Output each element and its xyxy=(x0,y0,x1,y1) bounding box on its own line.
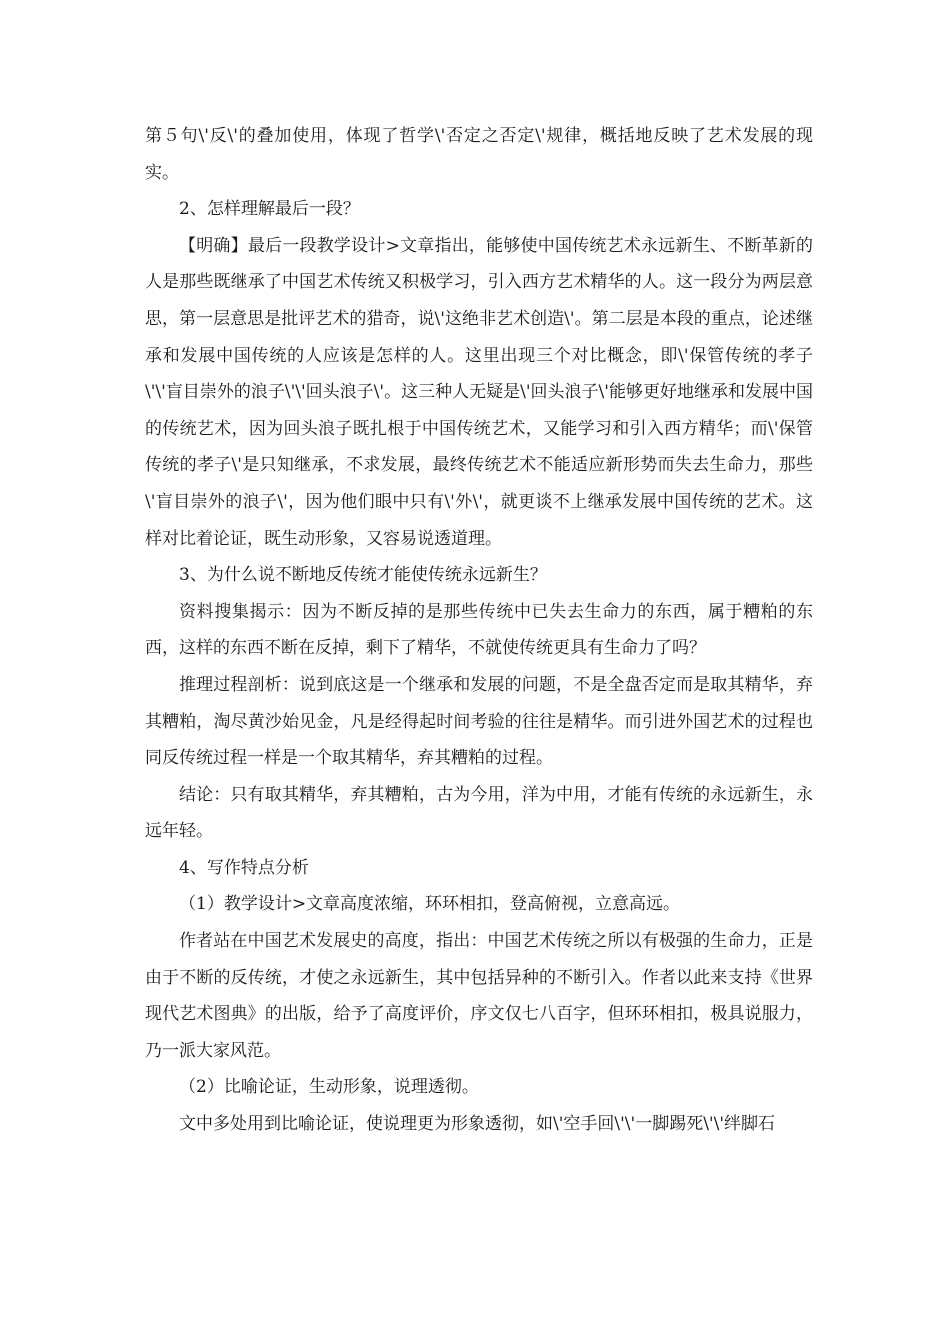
paragraph-answer-2: 【明确】最后一段教学设计>文章指出，能够使中国传统艺术永远新生、不断革新的人是那些既继承了中国艺术传统又积极学习，引入西方艺术精华的人。这一段分为两层意思，第一层意思是批评艺术的猎奇，说\'这绝非艺术创造\'。第二层是本段的重点，论述继承和发展中国传统的人应该是怎样的人。这里出现三个对比概念，即\'保管传统的孝子\'\'盲目崇外的浪子\'\'回头浪子\'。这三种人无疑是\'回头浪子\'能够更好地继承和发展中国的传统艺术，因为回头浪子既扎根于中国传统艺术，又能学习和引入西方精华；而\'保管传统的孝子\'是只知继承，不求发展，最终传统艺术不能适应新形势而失去生命力，那些\'盲目崇外的浪子\'，因为他们眼中只有\'外\'，就更谈不上继承发展中国传统的艺术。这样对比着论证，既生动形象，又容易说透道理。 xyxy=(145,235,813,549)
heading-question-4: 4、写作特点分析 xyxy=(179,857,309,878)
paragraph-continuation: 第５句\'反\'的叠加使用，体现了哲学\'否定之否定\'规律，概括地反映了艺术发展的现实。 xyxy=(145,126,813,183)
paragraph-research: 资料搜集揭示：因为不断反掉的是那些传统中已失去生命力的东西，属于糟粕的东西，这样的东西不断在反掉，剩下了精华，不就使传统更具有生命力了吗？ xyxy=(145,601,813,659)
paragraph-feature-1: 作者站在中国艺术发展史的高度，指出：中国艺术传统之所以有极强的生命力，正是由于不断的反传统，才使之永远新生，其中包括异种的不断引入。作者以此来支持《世界现代艺术图典》的出版，给予了高度评价，序文仅七八百字，但环环相扣，极具说服力，乃一派大家风范。 xyxy=(145,931,813,1061)
heading-question-3: 3、为什么说不断地反传统才能使传统永远新生？ xyxy=(179,565,547,586)
paragraph-reasoning: 推理过程剖析：说到底这是一个继承和发展的问题，不是全盘否定而是取其精华，弃其糟粕，淘尽黄沙始见金，凡是经得起时间考验的往往是精华。而引进外国艺术的过程也同反传统过程一样是一个取其精华，弃其糟粕的过程。 xyxy=(145,674,813,769)
document-body xyxy=(145,118,813,1143)
heading-question-2: 2、怎样理解最后一段？ xyxy=(179,199,360,220)
subheading-feature-2: （2）比喻论证，生动形象，说理透彻。 xyxy=(179,1077,479,1098)
paragraph-conclusion: 结论：只有取其精华，弃其糟粕，古为今用，洋为中用，才能有传统的永远新生，永远年轻。 xyxy=(145,784,813,842)
paragraph-feature-2: 文中多处用到比喻论证，使说理更为形象透彻，如\'空手回\'\'一脚踢死\'\'绊脚石 xyxy=(179,1114,776,1135)
subheading-feature-1: （1）教学设计>文章高度浓缩，环环相扣，登高俯视，立意高远。 xyxy=(179,894,681,915)
